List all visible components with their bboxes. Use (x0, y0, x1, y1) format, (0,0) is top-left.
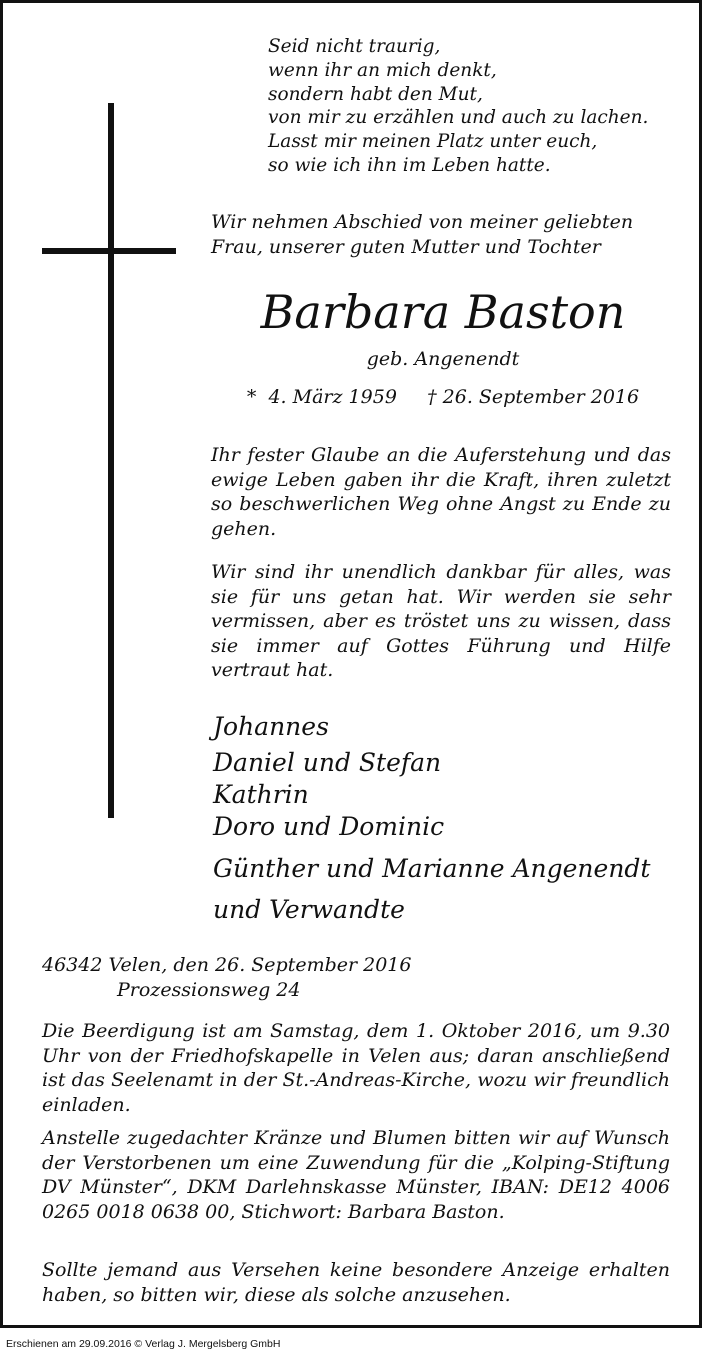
deceased-name: Barbara Baston (260, 285, 626, 339)
poem-line: Lasst mir meinen Platz unter euch, (268, 131, 598, 153)
family-member: Daniel und Stefan (213, 748, 442, 777)
poem-line: sondern habt den Mut, (268, 83, 483, 105)
poem-line: so wie ich ihn im Leben hatte. (268, 154, 551, 176)
poem (268, 35, 648, 178)
intro-text (211, 210, 671, 259)
family-member: und Verwandte (213, 895, 405, 924)
address-line: Prozessionsweg 24 (117, 978, 301, 1001)
family-member: Günther und Marianne Angenendt (213, 854, 651, 883)
donation-notice: Anstelle zugedachter Kränze und Blumen bitten wir auf Wunsch der Verstorbenen um eine Zuwendung für die „Kolping-Stiftung DV Münster“, DKM Darlehnskasse Münster, IBAN: DE12 4006 0265 0018 0638 00, Stichwort: Barbara Baston. (42, 1127, 670, 1223)
family-member: Johannes (213, 712, 329, 741)
missing-notice-remark: Sollte jemand aus Versehen keine besondere Anzeige erhalten haben, so bitten wir, diese als solche anzusehen. (42, 1259, 670, 1306)
poem-line: wenn ihr an mich denkt, (268, 59, 497, 81)
gratitude-paragraph: Wir sind ihr unendlich dankbar für alles, was sie für uns getan hat. Wir werden sie sehr vermissen, aber es tröstet uns zu wissen, dass sie immer auf Gottes Führung und Hilfe vertraut hat. (211, 561, 671, 682)
intro-line: Wir nehmen Abschied von meiner geliebten (211, 211, 634, 233)
poem-line: von mir zu erzählen und auch zu lachen. (268, 107, 649, 129)
cross-horizontal-bar (42, 248, 176, 254)
life-dates: * 4. März 1959 † 26. September 2016 (246, 386, 640, 408)
place-date (42, 953, 411, 1002)
maiden-name: geb. Angenendt (366, 348, 520, 370)
family-member: Doro und Dominic (213, 812, 445, 841)
place-date-line: 46342 Velen, den 26. September 2016 (42, 954, 412, 976)
family-member: Kathrin (213, 780, 309, 809)
publication-footer: Erschienen am 29.09.2016 © Verlag J. Mergelsberg GmbH (6, 1338, 281, 1350)
faith-paragraph: Ihr fester Glaube an die Auferstehung und das ewige Leben gaben ihr die Kraft, ihren zuletzt so beschwerlichen Weg ohne Angst zu Ende zu gehen. (211, 444, 671, 540)
intro-line: Frau, unserer guten Mutter und Tochter (211, 235, 601, 258)
cross-vertical-bar (108, 103, 114, 818)
funeral-notice: Die Beerdigung ist am Samstag, dem 1. Oktober 2016, um 9.30 Uhr von der Friedhofskapelle in Velen aus; daran anschließend ist das Seelenamt in der St.-Andreas-Kirche, wozu wir freundlich einladen. (42, 1020, 670, 1116)
poem-line: Seid nicht traurig, (268, 36, 441, 57)
